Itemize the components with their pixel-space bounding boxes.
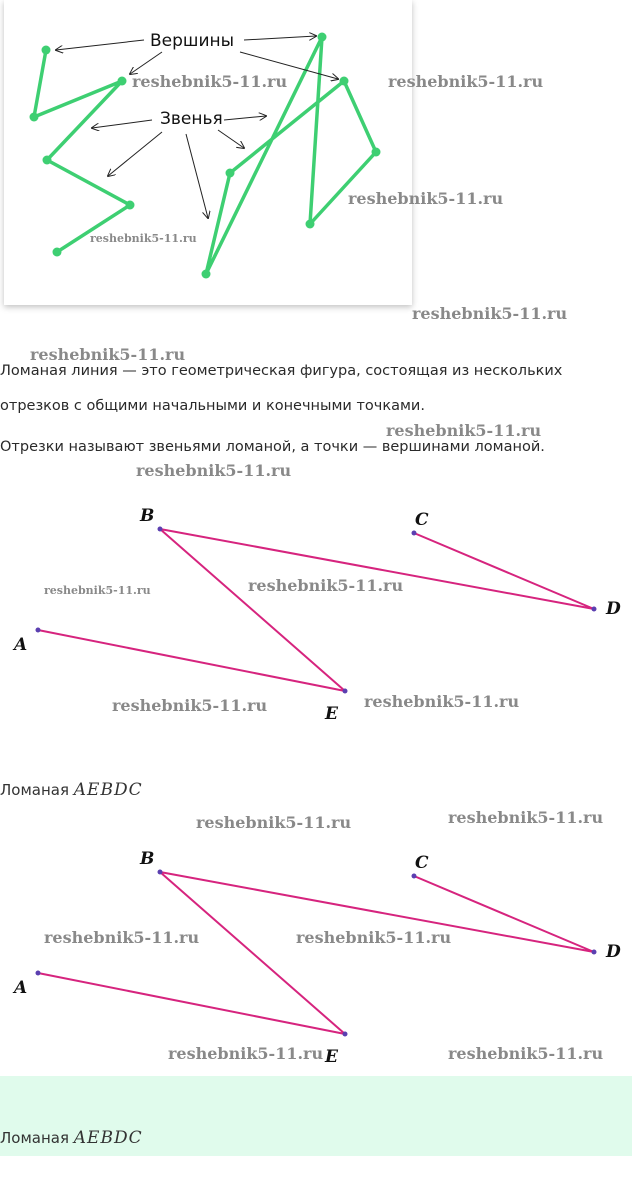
point-label-d: D	[606, 599, 621, 619]
point-label-c: C	[415, 510, 429, 530]
point-label-d: D	[606, 942, 621, 962]
point-label-a: A	[14, 978, 28, 998]
label-vertices: Вершины	[150, 31, 235, 51]
watermark: reshebnik5-11.ru	[112, 696, 268, 715]
caption-math: AEBDC	[73, 1128, 143, 1148]
point-label-e: E	[325, 1047, 338, 1067]
point-label-e: E	[325, 704, 338, 724]
point-label-b: B	[140, 849, 155, 869]
vertex-dots-1	[36, 527, 597, 694]
watermark: reshebnik5-11.ru	[448, 1044, 604, 1063]
polyline-illustration	[4, 0, 412, 305]
figure-1-caption	[0, 780, 143, 800]
caption-prefix: Ломаная	[0, 1129, 69, 1147]
watermark: reshebnik5-11.ru	[136, 461, 292, 480]
watermark: reshebnik5-11.ru	[196, 813, 352, 832]
watermark: reshebnik5-11.ru	[296, 928, 452, 947]
green-vertices-right	[202, 33, 381, 279]
point-label-b: B	[140, 506, 155, 526]
watermark: reshebnik5-11.ru	[44, 584, 151, 597]
watermark: reshebnik5-11.ru	[248, 576, 404, 595]
watermark: reshebnik5-11.ru	[386, 421, 542, 440]
polyline-figure-2	[0, 841, 632, 1071]
label-links: Звенья	[160, 109, 223, 129]
watermark: reshebnik5-11.ru	[168, 1044, 324, 1063]
watermark: reshebnik5-11.ru	[90, 232, 197, 245]
definition-line-3: Отрезки называют звеньями ломаной, а точки — вершинами ломаной.	[0, 439, 545, 455]
watermark: reshebnik5-11.ru	[132, 72, 288, 91]
caption-math: AEBDC	[73, 780, 143, 800]
polyline-figure-1	[0, 498, 632, 728]
definition-line-1: Ломаная линия — это геометрическая фигура, состоящая из нескольких	[0, 363, 563, 379]
polyline-aebdc-1	[38, 529, 594, 691]
vertex-dots-2	[36, 870, 597, 1037]
point-label-a: A	[14, 635, 28, 655]
green-polyline-left	[34, 50, 130, 252]
definition-line-2: отрезков с общими начальными и конечными точками.	[0, 398, 425, 414]
caption-prefix: Ломаная	[0, 781, 69, 799]
watermark: reshebnik5-11.ru	[30, 345, 186, 364]
watermark: reshebnik5-11.ru	[448, 808, 604, 827]
green-vertices-left	[30, 46, 135, 257]
watermark: reshebnik5-11.ru	[388, 72, 544, 91]
watermark: reshebnik5-11.ru	[364, 692, 520, 711]
watermark: reshebnik5-11.ru	[44, 928, 200, 947]
watermark: reshebnik5-11.ru	[348, 189, 504, 208]
watermark: reshebnik5-11.ru	[412, 304, 568, 323]
polyline-illustration-card	[4, 0, 504, 305]
figure-2-caption	[0, 1128, 143, 1148]
polyline-aebdc-2	[38, 872, 594, 1034]
point-label-c: C	[415, 853, 429, 873]
